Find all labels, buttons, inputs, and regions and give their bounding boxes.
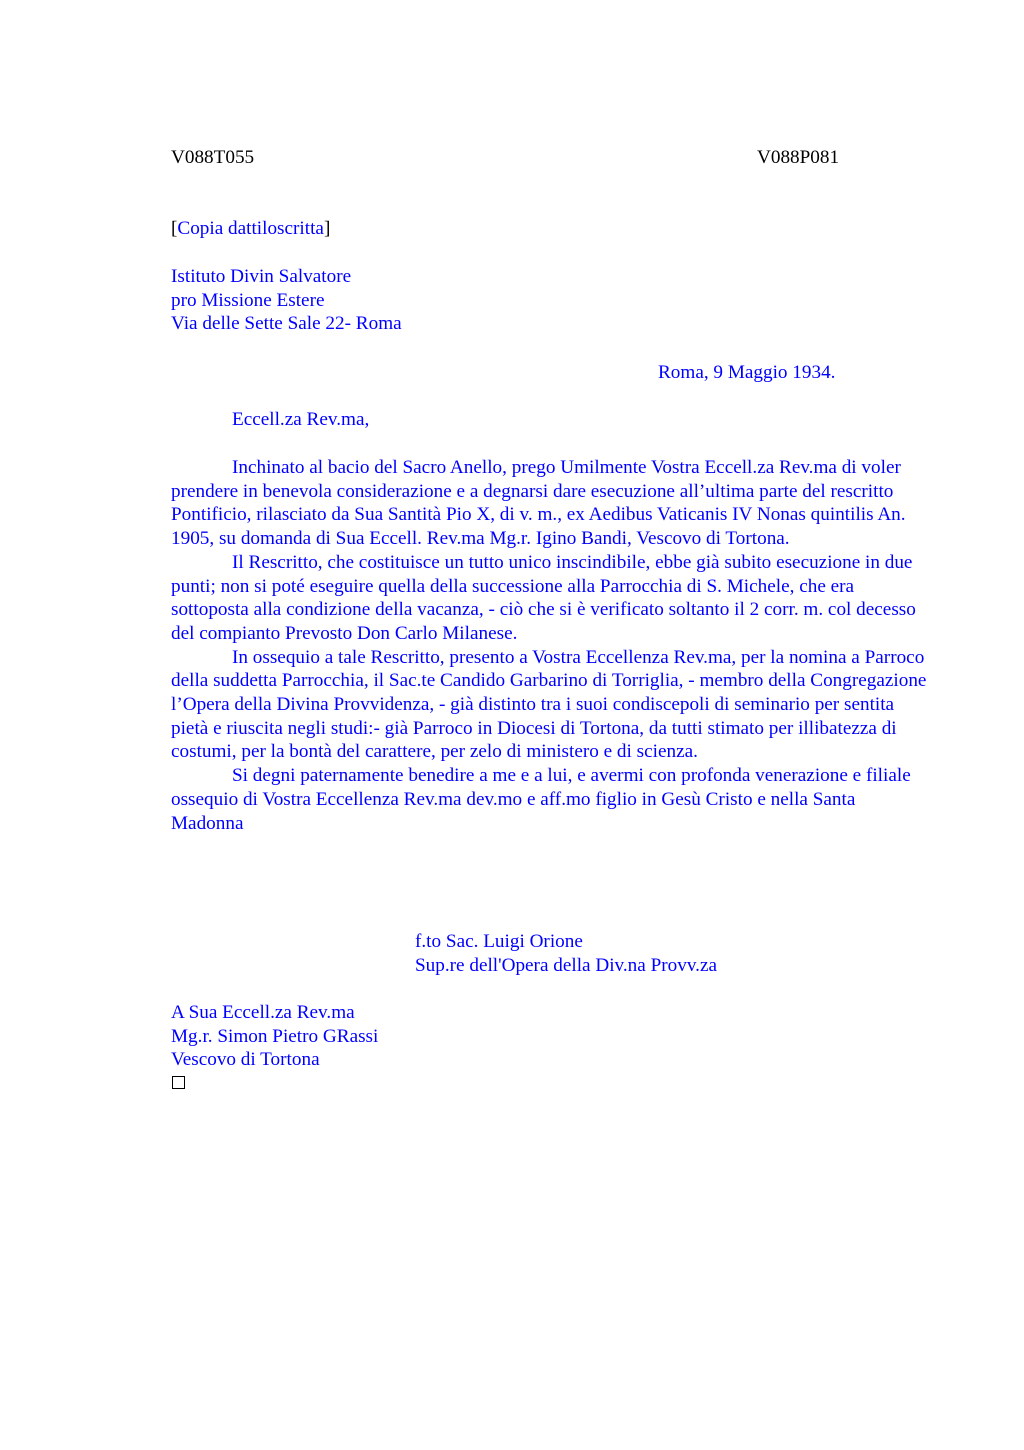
copy-note-close-bracket: ]: [323, 218, 331, 239]
addressee-block: [171, 1001, 378, 1072]
copy-note-open-bracket: [: [171, 218, 178, 239]
sender-address: [171, 265, 402, 336]
body-paragraph: Si degni paternamente benedire a me e a lui, e avermi con profonda venerazione e filiale ossequio di Vostra Eccellenza Rev.ma dev.mo e aff.mo figlio in Gesù Cristo e nella Santa Madonna: [171, 765, 911, 834]
salutation: Eccell.za Rev.ma,: [232, 409, 370, 430]
letter-body: [171, 456, 931, 835]
addressee-line: Mg.r. Simon Pietro GRassi: [171, 1025, 379, 1047]
addressee-line: Vescovo di Tortona: [171, 1049, 320, 1071]
document-code-right: V088P081: [757, 147, 840, 168]
sender-line: Via delle Sette Sale 22- Roma: [171, 313, 402, 335]
square-box-icon: [172, 1076, 185, 1089]
copy-note: [171, 217, 330, 241]
sender-line: pro Missione Estere: [171, 289, 325, 311]
signature-block: [415, 930, 717, 977]
addressee-line: A Sua Eccell.za Rev.ma: [171, 1002, 355, 1023]
document-code-left: V088T055: [171, 147, 255, 168]
signature-line: Sup.re dell'Opera della Div.na Provv.za: [415, 954, 718, 976]
copy-note-text: Copia dattiloscritta: [177, 218, 324, 239]
body-paragraph: In ossequio a tale Rescritto, presento a Vostra Eccellenza Rev.ma, per la nomina a Parroco della suddetta Parrocchia, il Sac.te Candido Garbarino di Torriglia, - membro della Congregazione l’Opera della Divina Provvidenza, - già distinto tra i suoi condiscepoli di seminario per sentita pietà e riuscita negli studi:- già Parroco in Diocesi di Tortona, da tutti stimato per illibatezza di costumi, per la bontà del carattere, per zelo di ministero e di scienza.: [171, 646, 927, 763]
body-paragraph: Inchinato al bacio del Sacro Anello, prego Umilmente Vostra Eccell.za Rev.ma di voler prendere in benevola considerazione e a degnarsi dare esecuzione all’ultima parte del rescritto Pontificio, rilasciato da Sua Santità Pio X, di v. m., ex Aedibus Vaticanis IV Nonas quintilis An. 1905, su domanda di Sua Eccell. Rev.ma Mg.r. Igino Bandi, Vescovo di Tortona.: [171, 457, 906, 550]
signature-line: f.to Sac. Luigi Orione: [415, 931, 583, 952]
body-paragraph: Il Rescritto, che costituisce un tutto unico inscindibile, ebbe già subito esecuzione in due punti; non si poté eseguire quella della successione alla Parrocchia di S. Michele, che era sottoposta alla condizione della vacanza, - ciò che si è verificato soltanto il 2 corr. m. col decesso del compianto Prevosto Don Carlo Milanese.: [171, 551, 916, 644]
letter-date: Roma, 9 Maggio 1934.: [658, 362, 836, 383]
sender-line: Istituto Divin Salvatore: [171, 266, 352, 287]
